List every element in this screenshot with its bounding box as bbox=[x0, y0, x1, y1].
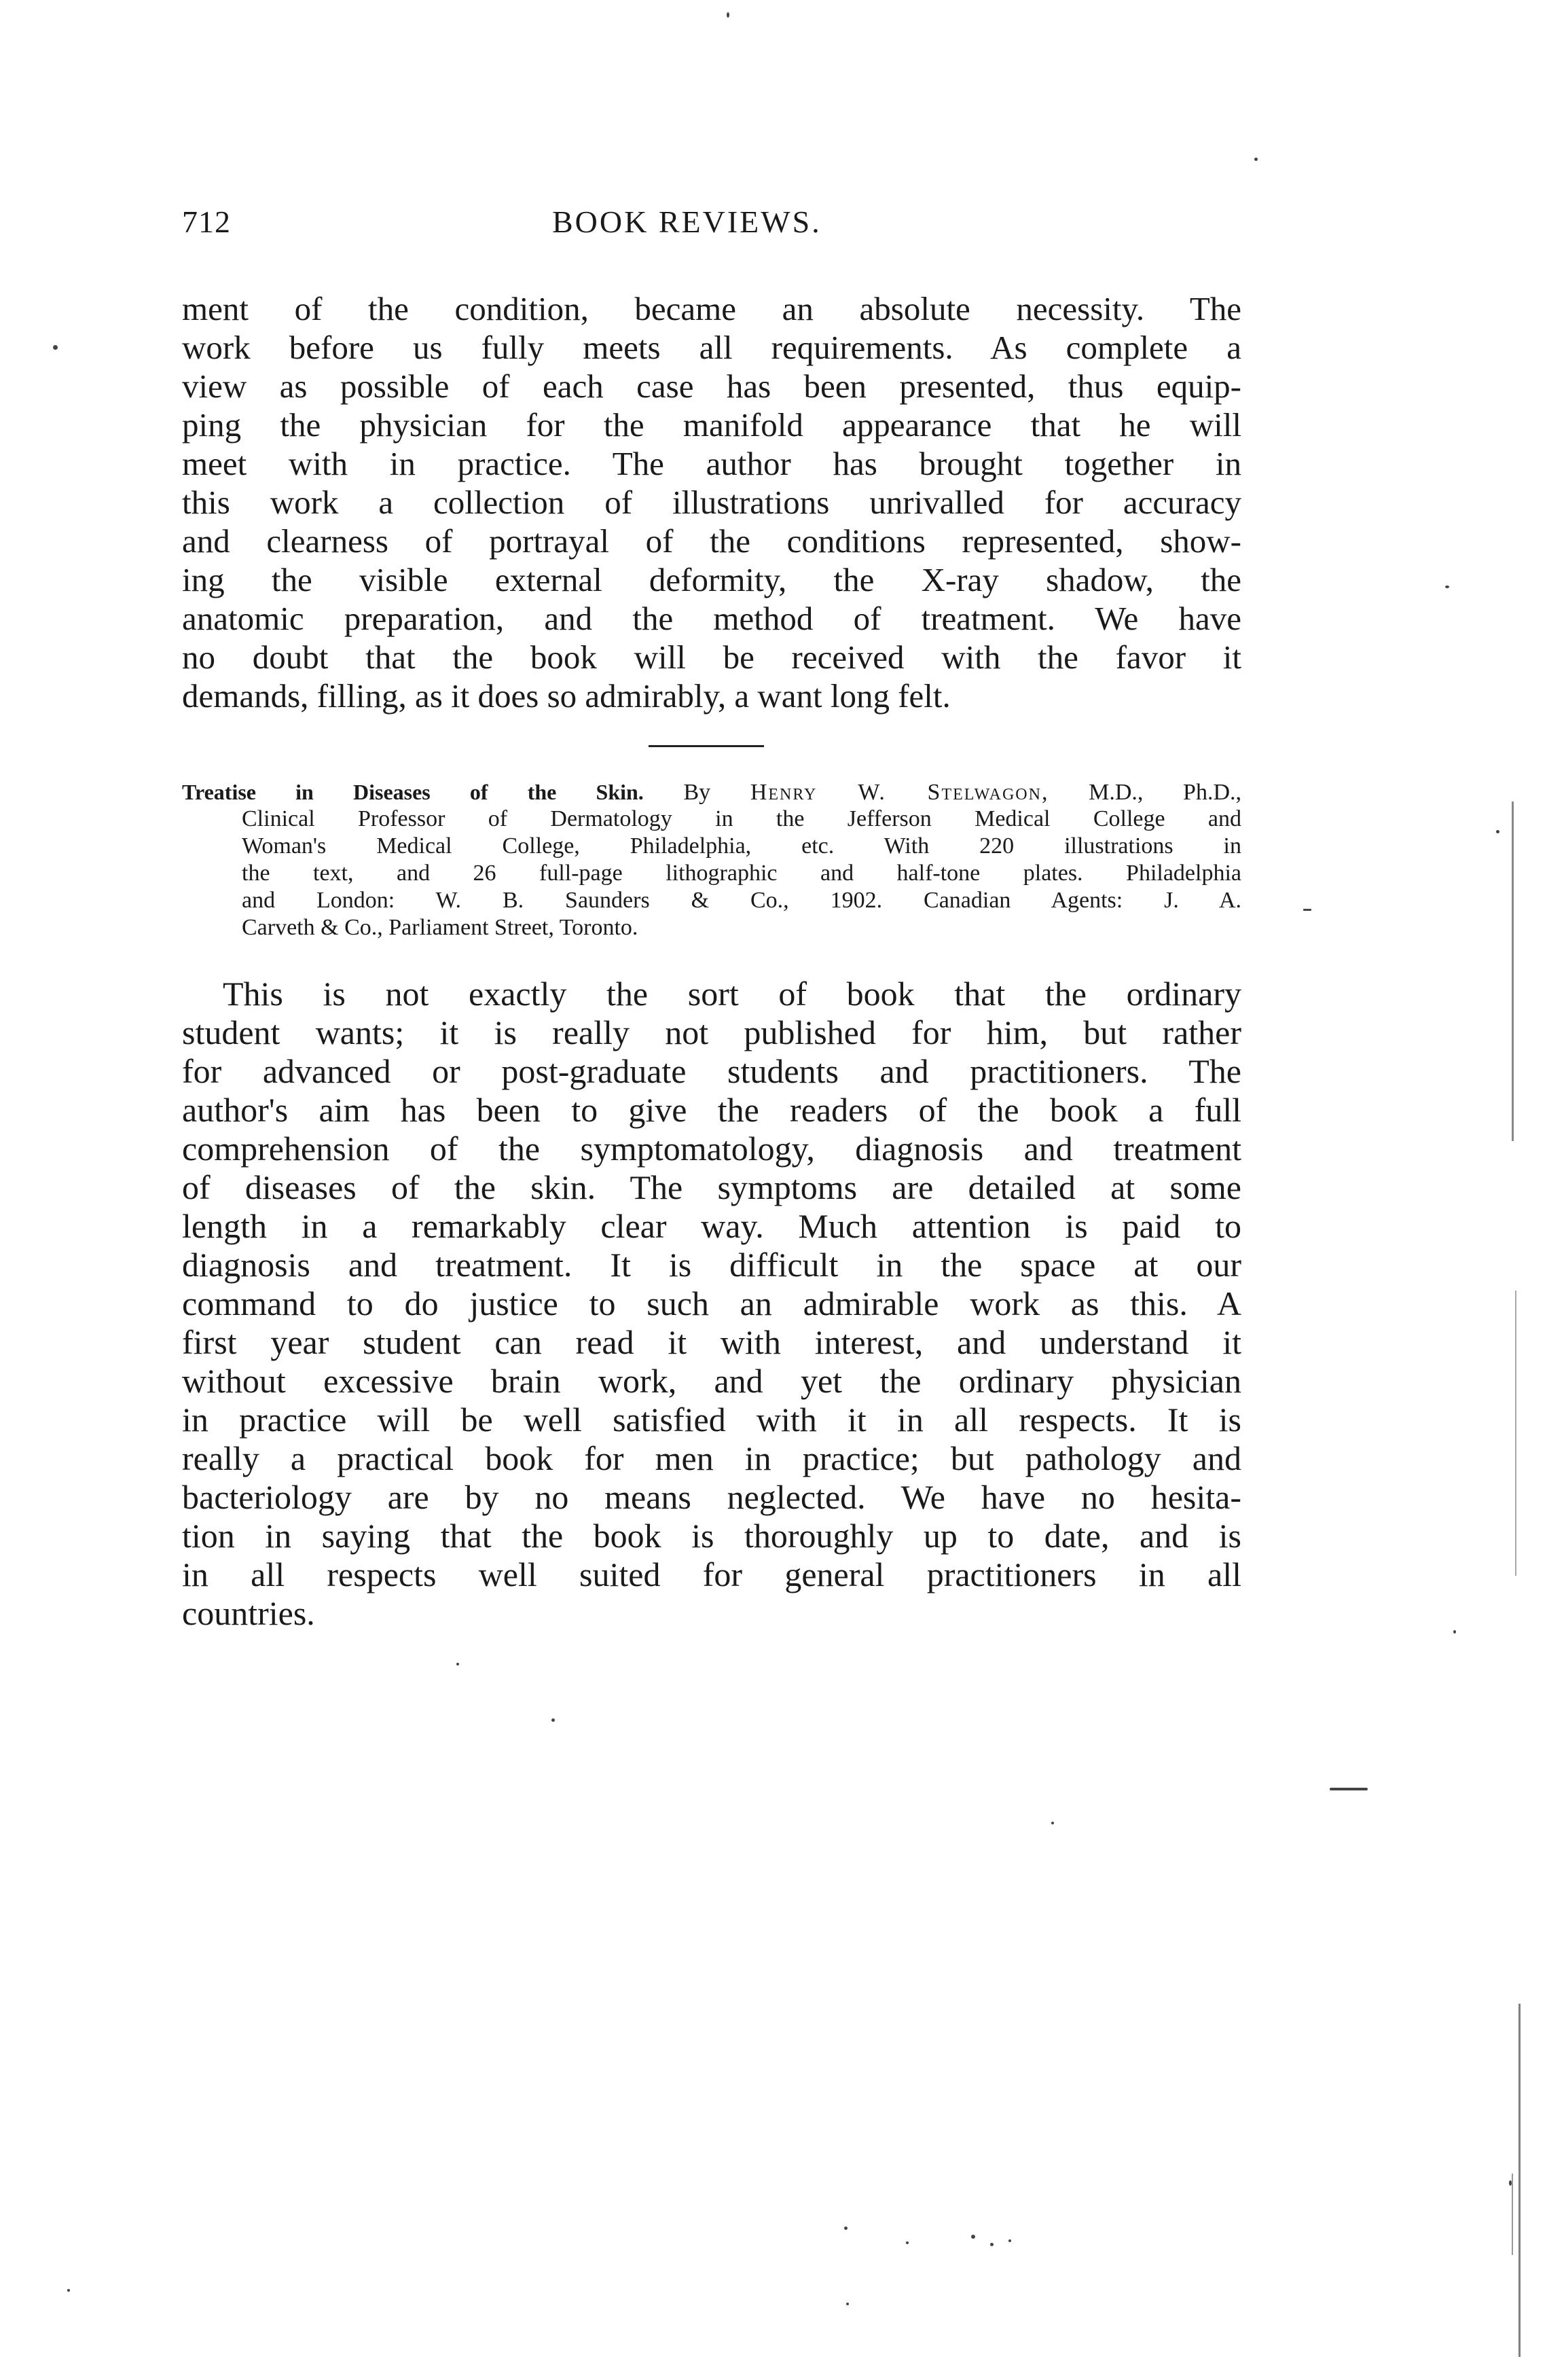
text-line: diagnosis and treatment. It is difficult in the space at our bbox=[182, 1246, 1241, 1284]
speck bbox=[1496, 830, 1499, 833]
text-line: ping the physician for the manifold appearance that he will bbox=[182, 406, 1241, 444]
text-line: meet with in practice. The author has brought together in bbox=[182, 445, 1241, 482]
text-line: work before us fully meets all requirements. As complete a bbox=[182, 329, 1241, 366]
margin-scan-line bbox=[1512, 2174, 1513, 2255]
text-line: countries. bbox=[182, 1594, 315, 1632]
speck bbox=[727, 12, 729, 18]
running-head: BOOK REVIEWS. bbox=[552, 204, 822, 239]
speck bbox=[1008, 2239, 1011, 2242]
text-line: This is not exactly the sort of book that the ordinary bbox=[223, 975, 1241, 1013]
speck bbox=[1254, 158, 1258, 161]
speck bbox=[1051, 1822, 1054, 1824]
citation-author: Henry W. Stelwagon, bbox=[750, 780, 1049, 805]
citation-line: Clinical Professor of Dermatology in the Jefferson Medical College and bbox=[242, 806, 1241, 831]
speck bbox=[906, 2241, 909, 2244]
citation-line: Carveth & Co., Parliament Street, Toronto. bbox=[242, 915, 638, 940]
text-line: bacteriology are by no means neglected. We have no hesita- bbox=[182, 1478, 1241, 1516]
page-number: 712 bbox=[182, 204, 231, 239]
text-line: view as possible of each case has been presented, thus equip- bbox=[182, 367, 1241, 405]
page-header bbox=[182, 204, 1241, 251]
text-line: in practice will be well satisfied with it in all respects. It is bbox=[182, 1401, 1241, 1439]
speck bbox=[1330, 1788, 1368, 1790]
speck bbox=[990, 2243, 994, 2246]
citation-first-line bbox=[182, 778, 1241, 806]
text-line: ing the visible external deformity, the X-ray shadow, the bbox=[182, 561, 1241, 598]
text-line: demands, filling, as it does so admirably, a want long felt. bbox=[182, 677, 951, 715]
text-line: first year student can read it with interest, and understand it bbox=[182, 1323, 1241, 1361]
speck bbox=[1445, 585, 1449, 588]
speck bbox=[844, 2226, 848, 2230]
speck bbox=[551, 1718, 555, 1722]
citation-line: Woman's Medical College, Philadelphia, etc. With 220 illustrations in bbox=[242, 833, 1241, 859]
book-citation bbox=[182, 778, 1241, 941]
speck bbox=[1303, 909, 1311, 911]
speck bbox=[1453, 1630, 1456, 1634]
text-line: command to do justice to such an admirable work as this. A bbox=[182, 1284, 1241, 1322]
section-divider-rule bbox=[649, 745, 764, 747]
speck bbox=[67, 2289, 70, 2292]
citation-by: By bbox=[683, 780, 711, 805]
text-line: student wants; it is really not published for him, but rather bbox=[182, 1013, 1241, 1051]
review-continuation-paragraph bbox=[182, 289, 1241, 715]
text-line: tion in saying that the book is thoroughly up to date, and is bbox=[182, 1517, 1241, 1555]
citation-title: Treatise in Diseases of the Skin. bbox=[182, 780, 644, 804]
review-body-paragraph bbox=[182, 975, 1241, 1633]
text-line: ment of the condition, became an absolute necessity. The bbox=[182, 290, 1241, 327]
margin-scan-line bbox=[1515, 1291, 1516, 1576]
speck bbox=[846, 2303, 849, 2305]
text-line: length in a remarkably clear way. Much attention is paid to bbox=[182, 1207, 1241, 1245]
citation-line: and London: W. B. Saunders & Co., 1902. Canadian Agents: J. A. bbox=[242, 888, 1241, 913]
text-line: author's aim has been to give the readers of the book a full bbox=[182, 1091, 1241, 1129]
speck bbox=[456, 1663, 459, 1665]
margin-scan-line bbox=[1518, 2004, 1521, 2357]
text-line: no doubt that the book will be received with the favor it bbox=[182, 638, 1241, 676]
speck bbox=[53, 345, 58, 350]
citation-degrees: M.D., Ph.D., bbox=[1089, 780, 1242, 805]
text-line: without excessive brain work, and yet the ordinary physician bbox=[182, 1362, 1241, 1400]
text-line: in all respects well suited for general practitioners in all bbox=[182, 1555, 1241, 1593]
text-line: of diseases of the skin. The symptoms are detailed at some bbox=[182, 1168, 1241, 1206]
speck bbox=[971, 2235, 975, 2239]
text-line: for advanced or post-graduate students and practitioners. The bbox=[182, 1052, 1241, 1090]
text-line: anatomic preparation, and the method of treatment. We have bbox=[182, 600, 1241, 637]
margin-scan-line bbox=[1512, 801, 1514, 1141]
citation-line: the text, and 26 full-page lithographic and half-tone plates. Philadelphia bbox=[242, 861, 1241, 886]
text-line: comprehension of the symptomatology, diagnosis and treatment bbox=[182, 1130, 1241, 1168]
text-line: this work a collection of illustrations unrivalled for accuracy bbox=[182, 484, 1241, 521]
text-line: really a practical book for men in practice; but pathology and bbox=[182, 1439, 1241, 1477]
text-line: and clearness of portrayal of the conditions represented, show- bbox=[182, 522, 1241, 560]
